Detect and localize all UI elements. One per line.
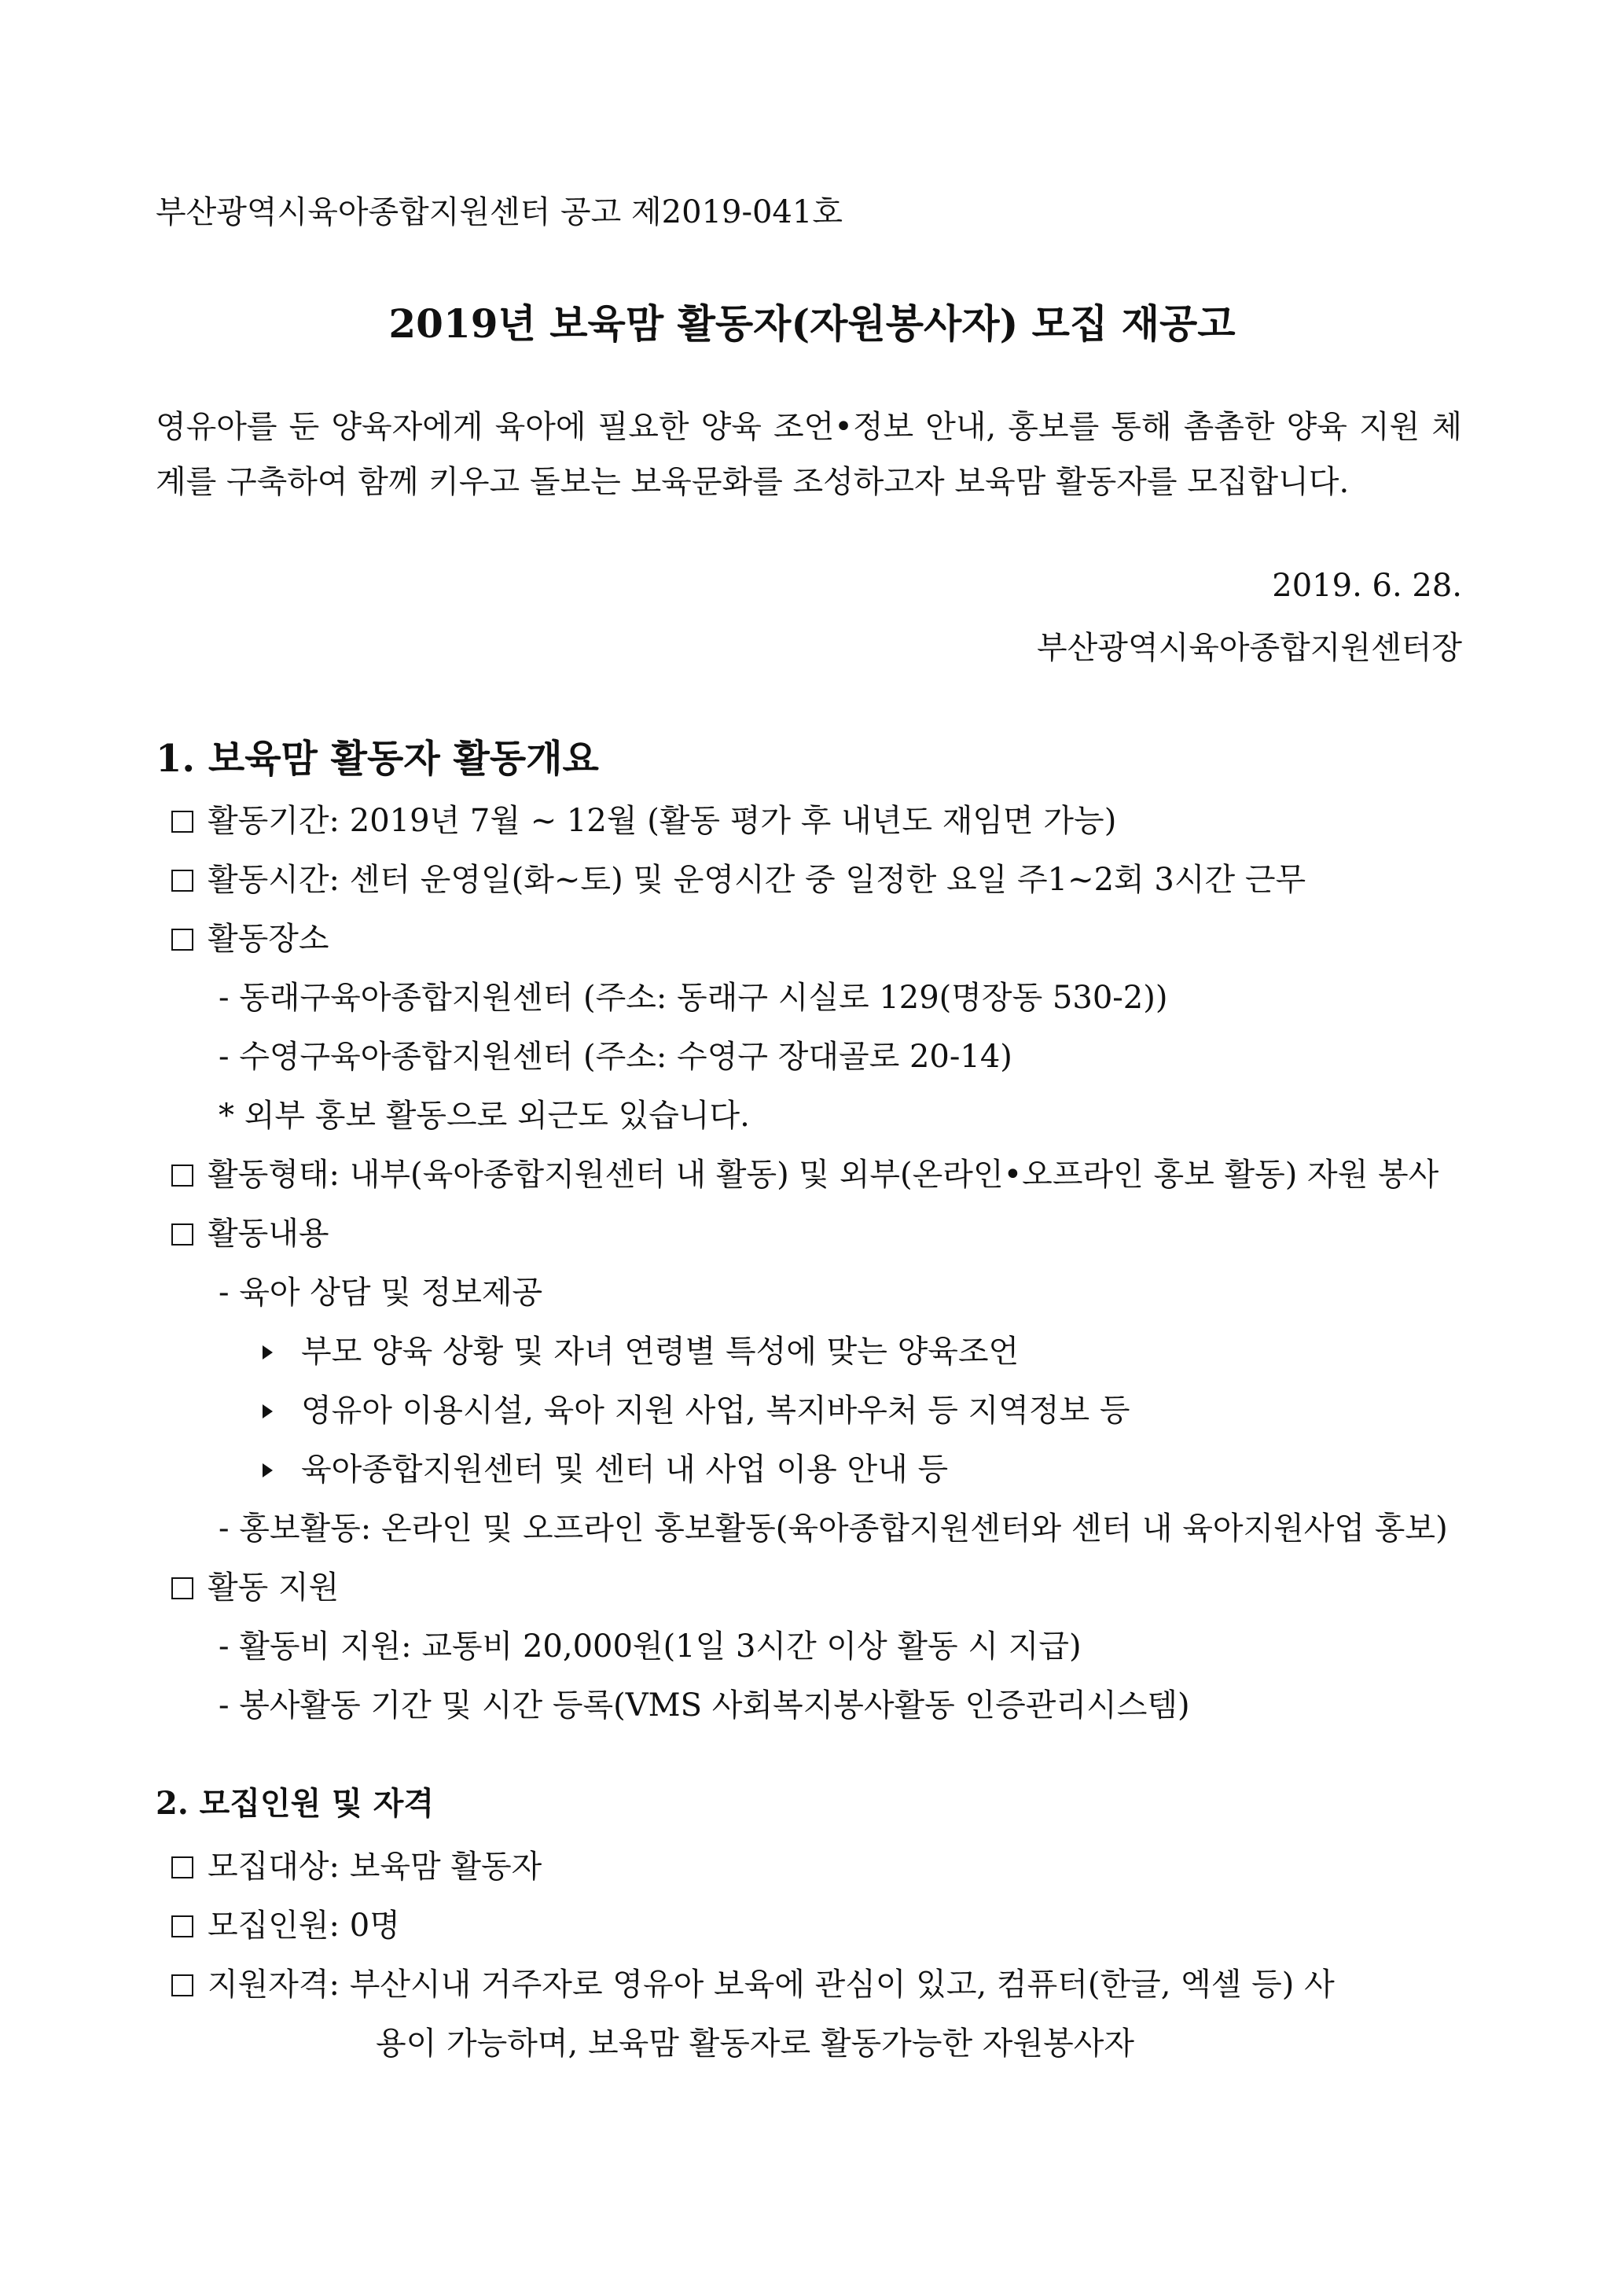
- qualification-item: 지원자격: 부산시내 거주자로 영유아 보육에 관심이 있고, 컴퓨터(한글, 엑셀 등) 사: [171, 1959, 1335, 2004]
- checkbox-icon: [171, 929, 193, 951]
- content-item: 활동내용: [171, 1209, 329, 1253]
- checkbox-icon: [171, 811, 193, 833]
- checkbox-icon: [171, 870, 193, 892]
- checkbox-icon: [171, 1577, 193, 1599]
- support-item: 활동 지원: [171, 1562, 339, 1607]
- content-detail: - 홍보활동: 온라인 및 오프라인 홍보활동(육아종합지원센터와 센터 내 육아지원사업 홍보): [219, 1510, 1448, 1547]
- signer: 부산광역시육아종합지원센터장: [1037, 630, 1462, 666]
- checkbox-icon: [171, 1974, 193, 1996]
- period-item: 활동기간: 2019년 7월 ~ 12월 (활동 평가 후 내년도 재임면 가능): [171, 796, 1116, 841]
- checkbox-icon: [171, 1165, 193, 1187]
- hours-item: 활동시간: 센터 운영일(화~토) 및 운영시간 중 일정한 요일 주1~2회 3시간 근무: [171, 855, 1306, 900]
- triangle-bullet-icon: [263, 1463, 273, 1477]
- place-detail: - 수영구육아종합지원센터 (주소: 수영구 장대골로 20-14): [219, 1039, 1012, 1075]
- content-subitem: 영유아 이용시설, 육아 지원 사업, 복지바우처 등 지역정보 등: [263, 1385, 1130, 1430]
- type-item: 활동형태: 내부(육아종합지원센터 내 활동) 및 외부(온라인•오프라인 홍보 활동) 자원 봉사: [171, 1150, 1438, 1194]
- content-subitem: 부모 양육 상황 및 자녀 연령별 특성에 맞는 양육조언: [263, 1326, 1019, 1371]
- section1-title: 1. 보육맘 활동자 활동개요: [156, 737, 599, 781]
- support-detail: - 봉사활동 기간 및 시간 등록(VMS 사회복지봉사활동 인증관리시스템): [219, 1687, 1190, 1724]
- support-detail: - 활동비 지원: 교통비 20,000원(1일 3시간 이상 활동 시 지급): [219, 1628, 1082, 1665]
- checkbox-icon: [171, 1915, 193, 1937]
- triangle-bullet-icon: [263, 1345, 273, 1360]
- triangle-bullet-icon: [263, 1404, 273, 1418]
- document-title: 2019년 보육맘 활동자(자원봉사자) 모집 재공고: [388, 300, 1236, 347]
- notice-number: 부산광역시육아종합지원센터 공고 제2019-041호: [156, 194, 843, 230]
- section2-title: 2. 모집인원 및 자격: [156, 1785, 435, 1822]
- place-note: * 외부 홍보 활동으로 외근도 있습니다.: [219, 1098, 750, 1134]
- notice-date: 2019. 6. 28.: [1272, 568, 1462, 604]
- content-detail: - 육아 상담 및 정보제공: [219, 1275, 543, 1311]
- checkbox-icon: [171, 1856, 193, 1878]
- content-subitem: 육아종합지원센터 및 센터 내 사업 이용 안내 등: [263, 1444, 948, 1489]
- place-item: 활동장소: [171, 914, 329, 959]
- place-detail: - 동래구육아종합지원센터 (주소: 동래구 시실로 129(명장동 530-2)): [219, 980, 1168, 1016]
- checkbox-icon: [171, 1223, 193, 1246]
- intro-paragraph: 영유아를 둔 양육자에게 육아에 필요한 양육 조언•정보 안내, 홍보를 통해 촘촘한 양육 지원 체계를 구축하여 함께 키우고 돌보는 보육문화를 조성하고자 보육맘 활동자를 모집합니다.: [156, 409, 1462, 500]
- target-item: 모집대상: 보육맘 활동자: [171, 1842, 542, 1886]
- qualification-continued: 용이 가능하며, 보육맘 활동자로 활동가능한 자원봉사자: [376, 2026, 1135, 2062]
- count-item: 모집인원: 0명: [171, 1900, 400, 1945]
